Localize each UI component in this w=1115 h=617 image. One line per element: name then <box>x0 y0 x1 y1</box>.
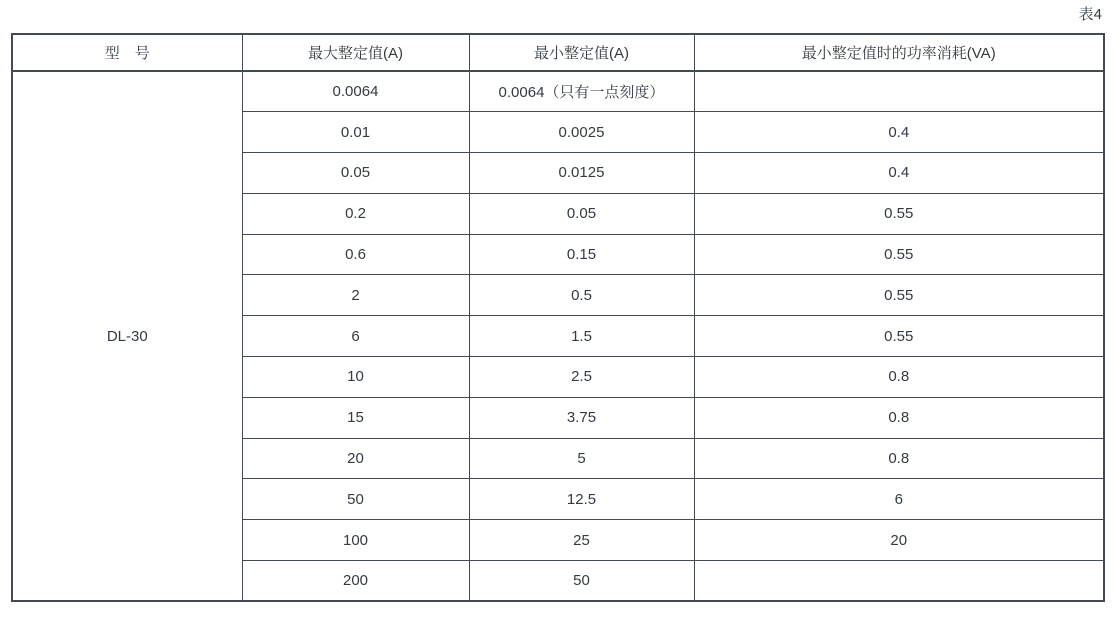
power-cell: 0.4 <box>694 153 1104 194</box>
power-cell: 0.8 <box>694 357 1104 398</box>
max-setting-cell: 15 <box>242 397 469 438</box>
header-max-setting: 最大整定值(A) <box>242 34 469 71</box>
max-setting-cell: 0.01 <box>242 112 469 153</box>
min-setting-cell: 1.5 <box>469 316 694 357</box>
min-setting-cell: 0.05 <box>469 193 694 234</box>
header-model: 型 号 <box>12 34 242 71</box>
power-cell: 0.8 <box>694 397 1104 438</box>
min-setting-cell: 0.0064（只有一点刻度） <box>469 71 694 112</box>
min-setting-cell: 2.5 <box>469 357 694 398</box>
power-cell <box>694 71 1104 112</box>
max-setting-cell: 0.6 <box>242 234 469 275</box>
min-setting-cell: 12.5 <box>469 479 694 520</box>
header-power-consumption: 最小整定值时的功率消耗(VA) <box>694 34 1104 71</box>
max-setting-cell: 6 <box>242 316 469 357</box>
min-setting-cell: 0.15 <box>469 234 694 275</box>
max-setting-cell: 2 <box>242 275 469 316</box>
power-cell: 0.4 <box>694 112 1104 153</box>
max-setting-cell: 200 <box>242 561 469 602</box>
power-cell <box>694 561 1104 602</box>
min-setting-cell: 3.75 <box>469 397 694 438</box>
model-cell: DL-30 <box>12 71 242 601</box>
header-row <box>12 34 1104 71</box>
min-setting-cell: 0.5 <box>469 275 694 316</box>
header-min-setting: 最小整定值(A) <box>469 34 694 71</box>
power-cell: 0.55 <box>694 193 1104 234</box>
max-setting-cell: 50 <box>242 479 469 520</box>
min-setting-cell: 5 <box>469 438 694 479</box>
max-setting-cell: 100 <box>242 520 469 561</box>
table-row <box>12 71 1104 112</box>
power-cell: 0.55 <box>694 275 1104 316</box>
max-setting-cell: 10 <box>242 357 469 398</box>
power-cell: 0.55 <box>694 316 1104 357</box>
max-setting-cell: 0.0064 <box>242 71 469 112</box>
max-setting-cell: 0.05 <box>242 153 469 194</box>
min-setting-cell: 50 <box>469 561 694 602</box>
max-setting-cell: 20 <box>242 438 469 479</box>
max-setting-cell: 0.2 <box>242 193 469 234</box>
min-setting-cell: 0.0025 <box>469 112 694 153</box>
power-cell: 0.8 <box>694 438 1104 479</box>
min-setting-cell: 0.0125 <box>469 153 694 194</box>
power-cell: 0.55 <box>694 234 1104 275</box>
table-caption: 表4 <box>1078 6 1102 23</box>
power-cell: 6 <box>694 479 1104 520</box>
power-cell: 20 <box>694 520 1104 561</box>
settings-spec-table <box>11 33 1105 602</box>
min-setting-cell: 25 <box>469 520 694 561</box>
